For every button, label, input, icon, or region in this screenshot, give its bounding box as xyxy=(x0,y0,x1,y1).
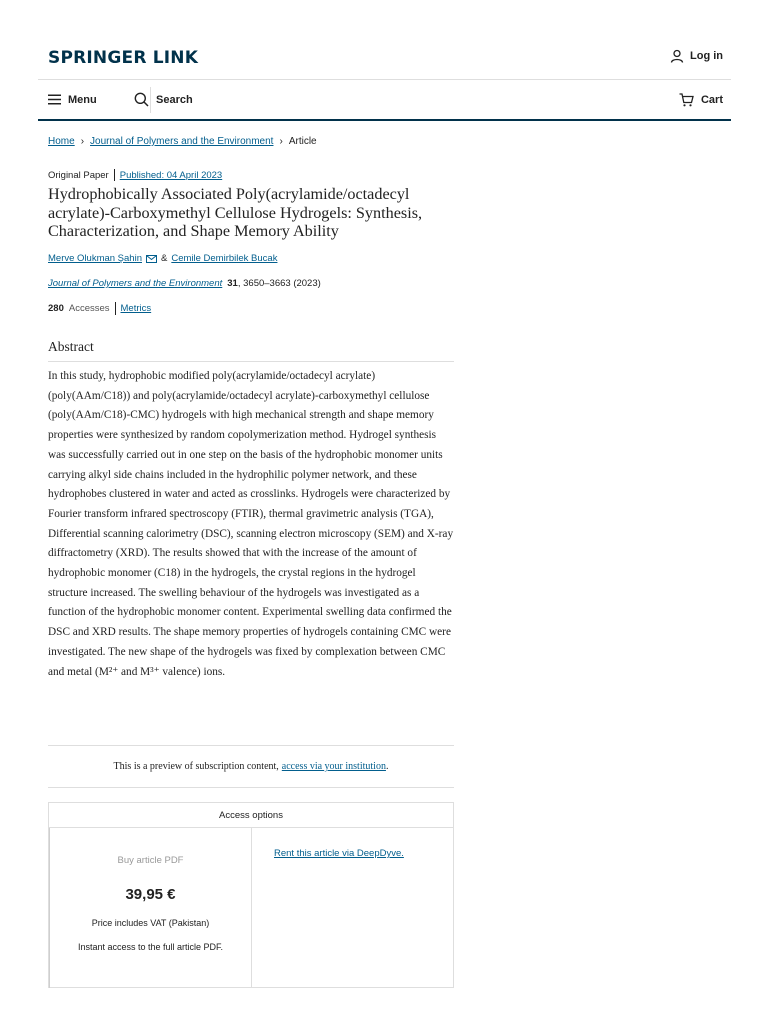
user-icon xyxy=(670,49,684,63)
subscription-preview-notice xyxy=(48,745,454,788)
metrics-link[interactable]: Metrics xyxy=(120,303,152,314)
article-metrics xyxy=(48,302,151,315)
search-button[interactable] xyxy=(127,80,193,119)
meta-divider xyxy=(114,169,115,181)
published-date-link[interactable]: Published: 04 April 2023 xyxy=(119,169,223,181)
access-options xyxy=(48,802,454,988)
volume-number: 31 xyxy=(227,278,238,289)
vat-note: Price includes VAT (Pakistan) xyxy=(91,918,210,928)
springer-link-logo[interactable]: SPRINGER LINK xyxy=(48,48,199,68)
buy-article-label: Buy article PDF xyxy=(117,855,184,866)
breadcrumb-journal[interactable]: Journal of Polymers and the Environment xyxy=(90,136,274,147)
author-separator: & xyxy=(160,253,168,264)
menu-button[interactable] xyxy=(48,80,97,119)
abstract-heading: Abstract xyxy=(48,339,454,362)
deepdyve-rent-link[interactable]: Rent this article via DeepDyve. xyxy=(274,848,404,859)
preview-end: . xyxy=(385,761,389,772)
search-label: Search xyxy=(156,93,193,106)
login-button[interactable] xyxy=(670,49,723,63)
chevron-right-icon: › xyxy=(80,136,85,147)
author-link[interactable]: Merve Olukman Şahin xyxy=(48,253,142,264)
article-type: Original Paper xyxy=(48,169,109,181)
article-meta xyxy=(48,169,222,181)
main-nav xyxy=(38,80,731,121)
accesses-label: Accesses xyxy=(68,303,110,314)
cart-label: Cart xyxy=(700,93,723,106)
journal-citation xyxy=(48,278,321,289)
article-title: Hydrophobically Associated Poly(acrylamide/octadecyl acrylate)-Carboxymethyl Cellulose Hydrogels: Synthesis, Characterization, and Shape Memory Ability xyxy=(48,185,423,240)
instant-access-note: Instant access to the full article PDF. xyxy=(77,942,224,952)
breadcrumb-current: Article xyxy=(288,136,317,147)
breadcrumb-home[interactable]: Home xyxy=(48,136,75,147)
preview-text: This is a preview of subscription content, xyxy=(113,761,279,772)
email-icon[interactable] xyxy=(146,255,157,263)
access-options-title: Access options xyxy=(49,803,453,828)
journal-link[interactable]: Journal of Polymers and the Environment xyxy=(48,278,223,289)
author-list xyxy=(48,253,277,264)
buy-article-option[interactable] xyxy=(49,828,252,988)
breadcrumb xyxy=(48,136,317,147)
chevron-right-icon: › xyxy=(279,136,283,147)
site-header xyxy=(38,40,731,80)
cart-icon xyxy=(679,93,694,107)
institution-access-link[interactable]: access via your institution xyxy=(281,761,386,772)
metrics-divider xyxy=(115,302,116,315)
menu-label: Menu xyxy=(68,93,97,106)
author-link[interactable]: Cemile Demirbilek Bucak xyxy=(171,253,278,264)
article-price: 39,95 € xyxy=(125,886,176,903)
cart-button[interactable] xyxy=(679,80,723,119)
accesses-count: 280 xyxy=(48,303,64,314)
rent-article-option xyxy=(252,828,453,988)
search-icon xyxy=(134,92,149,107)
abstract-text: In this study, hydrophobic modified poly(acrylamide/octadecyl acrylate) (poly(AAm/C18)) and poly(acrylamide/octadecyl acrylate)-carboxymethyl cellulose (poly(AAm/C18)-CMC) hydrogels with high mechanical strength and shape memory properties were synthesized by random copolymerization method. Hydrogel synthesis was successfully carried out in one step on the basis of the hydrophobic monomer units carrying alkyl side chains included in the hydrophilic polymer network, and these hydrophobes clustered in water and acted as crosslinks. Hydrogels were characterized by Fourier transform infrared spectroscopy (FTIR), thermal gravimetric analysis (TGA), Differential scanning calorimetry (DSC), scanning electron microscopy (SEM) and X-ray diffractometry (XRD). The results showed that with the increase of the amount of hydrophobic monomer (C18) in the hydrogels, the crystal regions in the hydrogel structure increased. The swelling behaviour of the hydrogels was investigated as a function of the hydrophobic monomer content. Experimental swelling data confirmed the DSC and XRD results. The shape memory properties of hydrogels containing CMC were investigated. The new shape of the hydrogels was fixed by complexation between CMC and metal (M²⁺ and M³⁺ valence) ions. xyxy=(48,370,454,678)
hamburger-icon xyxy=(48,94,61,105)
page-range: , 3650–3663 (2023) xyxy=(237,278,321,289)
login-label: Log in xyxy=(690,50,723,62)
